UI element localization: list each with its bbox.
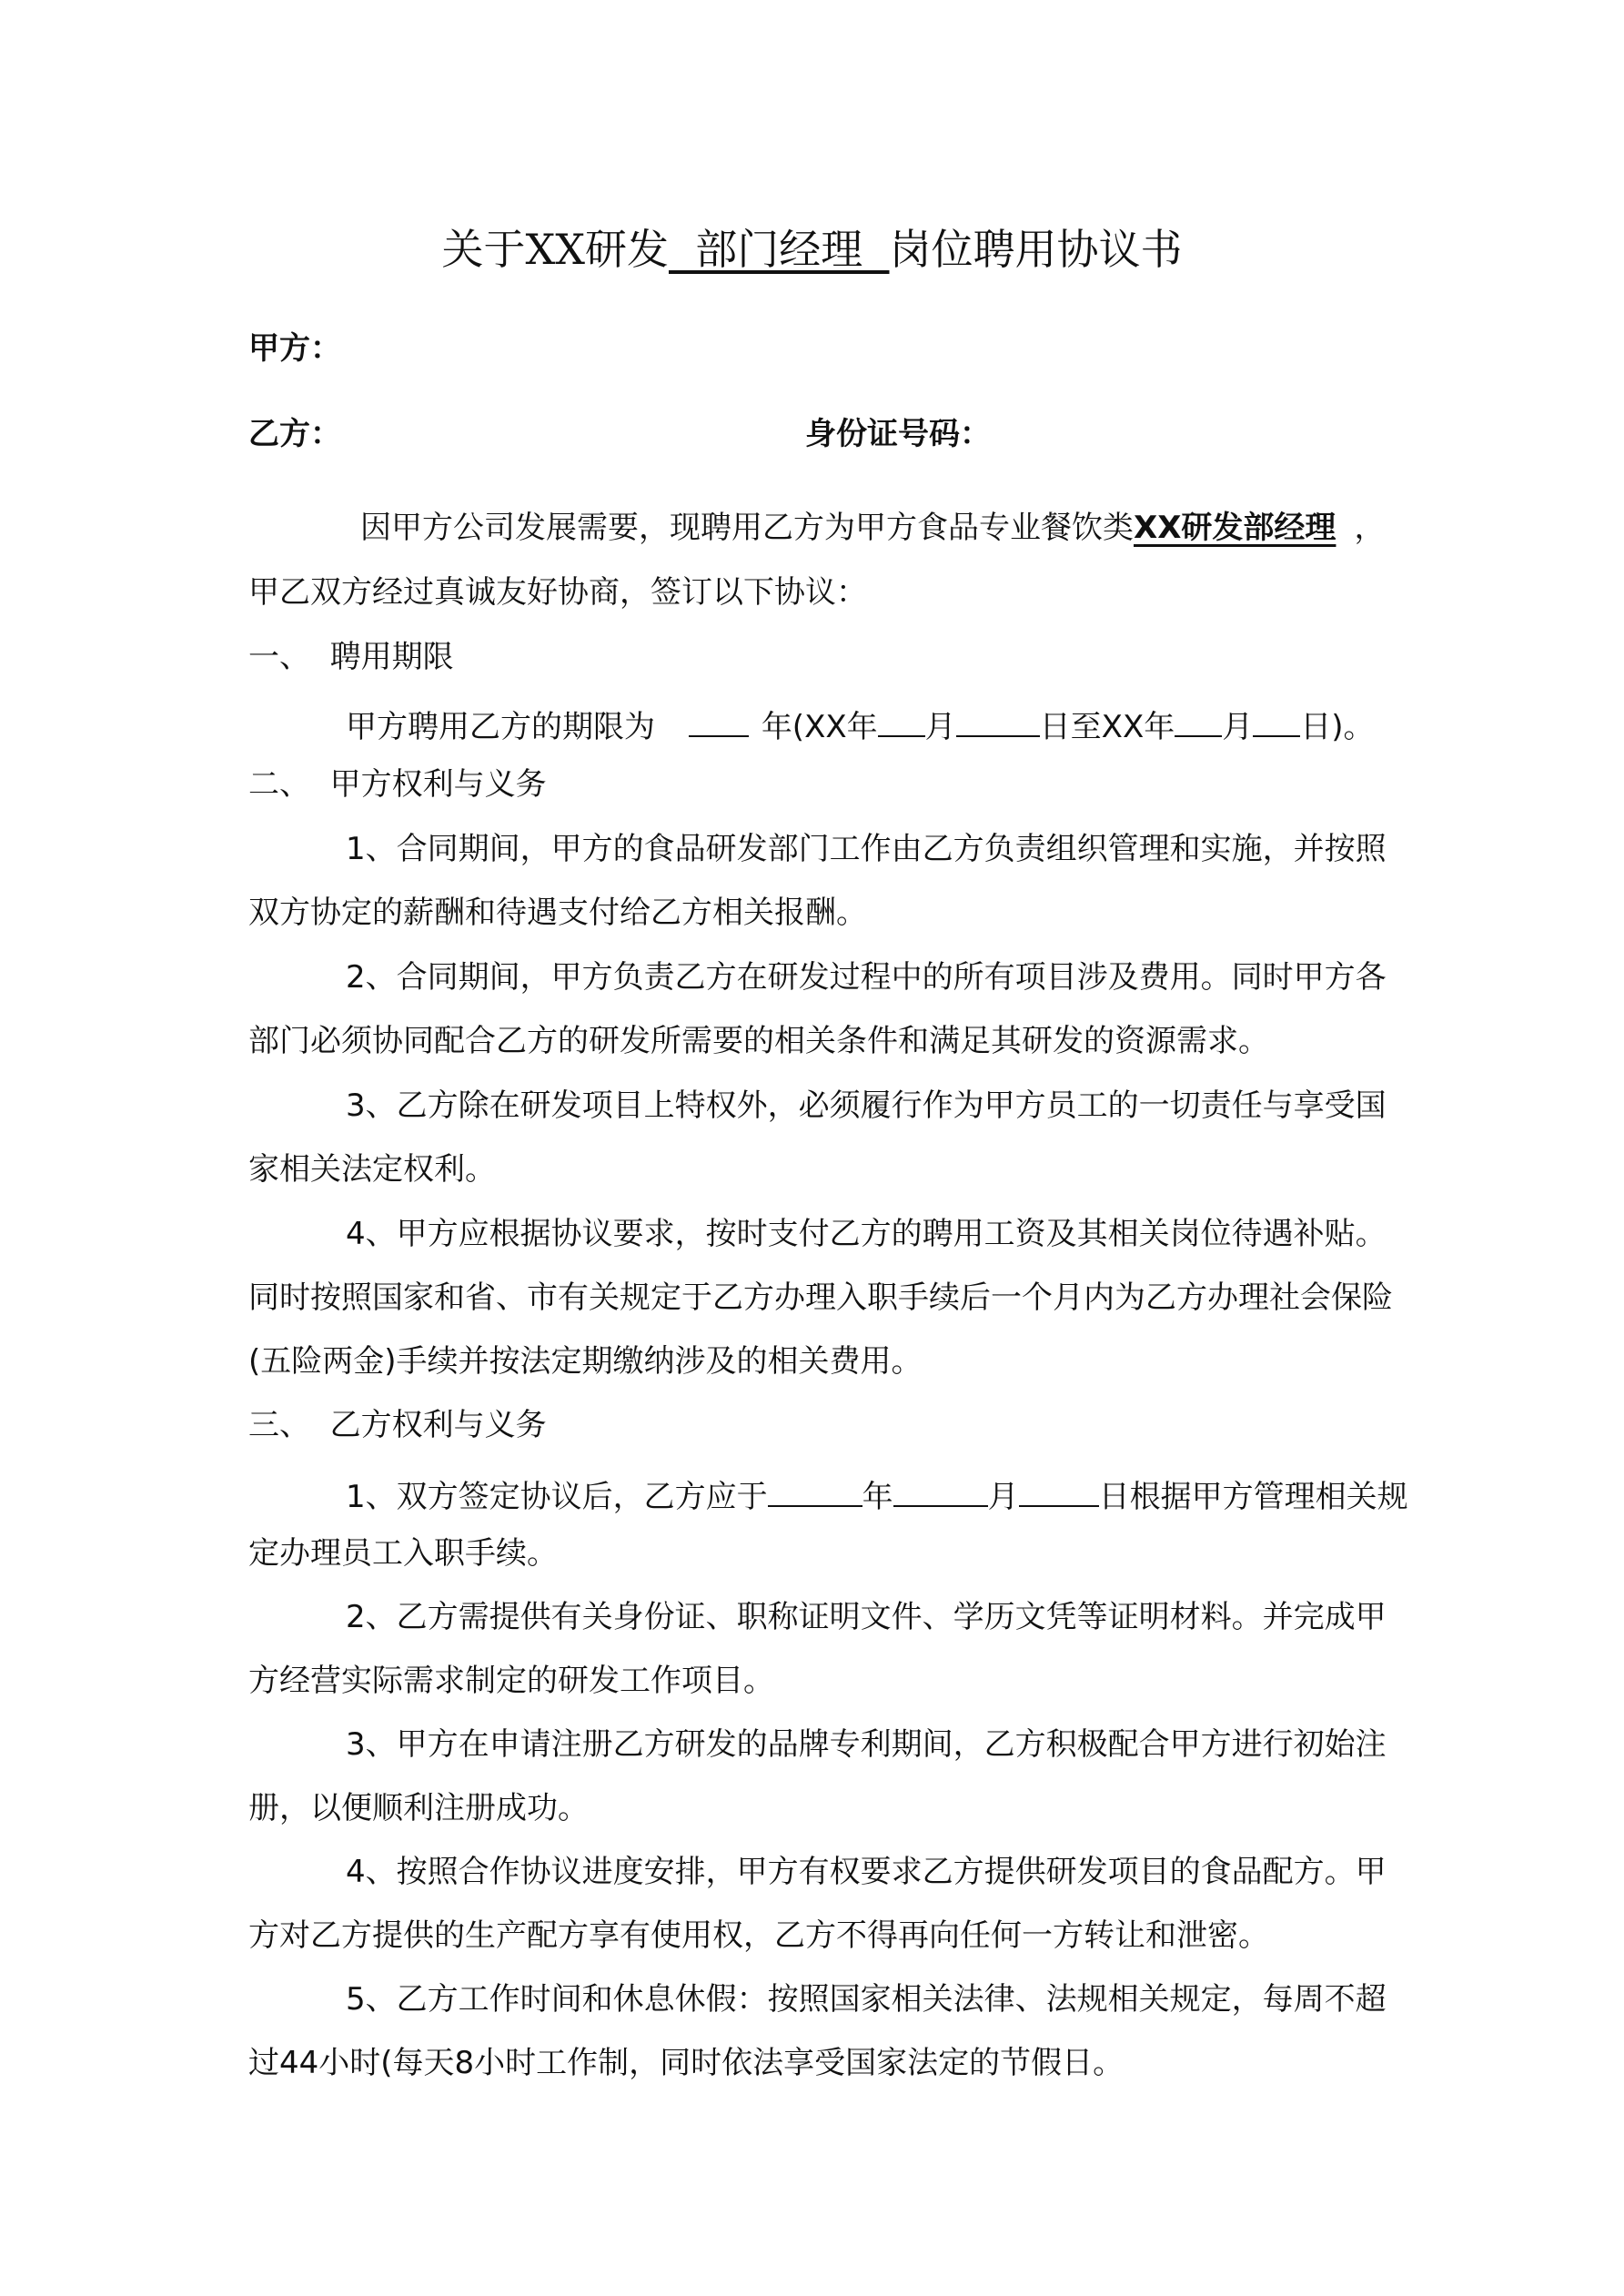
title-prefix: 关于XX研发	[441, 225, 669, 274]
title-suffix: 岗位聘用协议书	[889, 225, 1183, 274]
intro-line-2: 甲乙双方经过真诚友好协商，签订以下协议：	[248, 574, 867, 611]
term-text: 甲方聘用乙方的期限为	[346, 709, 655, 745]
party-a-label: 甲方：	[248, 330, 341, 367]
s3-item1-line1	[346, 1474, 1408, 1515]
s3-item4-line1: 4、按照合作协议进度安排，甲方有权要求乙方提供研发项目的食品配方。甲	[346, 1854, 1387, 1890]
s3-item2-line2: 方经营实际需求制定的研发工作项目。	[248, 1663, 774, 1699]
term-start-month-blank	[878, 704, 925, 737]
party-b-label: 乙方：	[248, 416, 341, 452]
term-month-label: 月	[924, 709, 956, 745]
s2-item1-line2: 双方协定的薪酬和待遇支付给乙方相关报酬。	[248, 895, 867, 931]
s2-item4-line3: (五险两金)手续并按法定期缴纳涉及的相关费用。	[248, 1343, 923, 1380]
s3-day-blank	[1019, 1474, 1099, 1507]
s3-year-label: 年	[862, 1479, 893, 1515]
s2-item1-line1: 1、合同期间，甲方的食品研发部门工作由乙方负责组织管理和实施，并按照	[346, 831, 1387, 867]
term-years-blank	[689, 704, 749, 737]
section1-heading: 一、 聘用期限	[248, 639, 454, 675]
s2-item2-line1: 2、合同期间，甲方负责乙方在研发过程中的所有项目涉及费用。同时甲方各	[346, 959, 1387, 996]
id-number-label: 身份证号码：	[805, 416, 991, 452]
intro-text: 因甲方公司发展需要，现聘用乙方为甲方食品专业餐饮类	[360, 510, 1134, 546]
s3-item4-line2: 方对乙方提供的生产配方享有使用权，乙方不得再向任何一方转让和泄密。	[248, 1917, 1269, 1954]
s3-item1-text: 1、双方签定协议后，乙方应于	[346, 1479, 768, 1515]
intro-paragraph	[360, 510, 1386, 546]
term-end-month-blank	[1175, 704, 1222, 737]
term-end-month-label: 月	[1222, 709, 1254, 745]
intro-comma: ，	[1354, 510, 1386, 546]
term-end-day-blank	[1253, 704, 1300, 737]
title-position: 部门经理	[669, 225, 890, 274]
s2-item4-line2: 同时按照国家和省、市有关规定于乙方办理入职手续后一个月内为乙方办理社会保险	[248, 1279, 1393, 1316]
page-title	[0, 217, 1624, 277]
intro-position: XX研发部经理	[1134, 510, 1337, 546]
s3-item3-line1: 3、甲方在申请注册乙方研发的品牌专利期间，乙方积极配合甲方进行初始注	[346, 1726, 1387, 1763]
s3-month-blank	[893, 1474, 988, 1507]
s2-item3-line2: 家相关法定权利。	[248, 1151, 496, 1188]
s3-item5-line2: 过44小时(每天8小时工作制，同时依法享受国家法定的节假日。	[248, 2045, 1125, 2081]
term-close: )。	[1331, 709, 1375, 745]
s2-item2-line2: 部门必须协同配合乙方的研发所需要的相关条件和满足其研发的资源需求。	[248, 1023, 1269, 1059]
term-start-year: 年(XX年	[761, 709, 878, 745]
s3-item1-line2: 定办理员工入职手续。	[248, 1535, 558, 1572]
s3-month-label: 月	[987, 1479, 1019, 1515]
term-end-day-label: 日	[1300, 709, 1332, 745]
s3-day-text: 日根据甲方管理相关规	[1098, 1479, 1408, 1515]
term-end-year: 日至XX年	[1039, 709, 1175, 745]
s3-year-blank	[768, 1474, 862, 1507]
section3-heading: 三、 乙方权利与义务	[248, 1407, 547, 1443]
term-line	[346, 704, 1375, 743]
s3-item2-line1: 2、乙方需提供有关身份证、职称证明文件、学历文凭等证明材料。并完成甲	[346, 1599, 1387, 1635]
section2-heading: 二、 甲方权利与义务	[248, 766, 547, 803]
s2-item3-line1: 3、乙方除在研发项目上特权外，必须履行作为甲方员工的一切责任与享受国	[346, 1087, 1387, 1124]
s2-item4-line1: 4、甲方应根据协议要求，按时支付乙方的聘用工资及其相关岗位待遇补贴。	[346, 1216, 1387, 1252]
s3-item3-line2: 册，以便顺利注册成功。	[248, 1790, 589, 1826]
term-start-day-blank	[956, 704, 1040, 737]
s3-item5-line1: 5、乙方工作时间和休息休假：按照国家相关法律、法规相关规定，每周不超	[346, 1981, 1387, 2018]
